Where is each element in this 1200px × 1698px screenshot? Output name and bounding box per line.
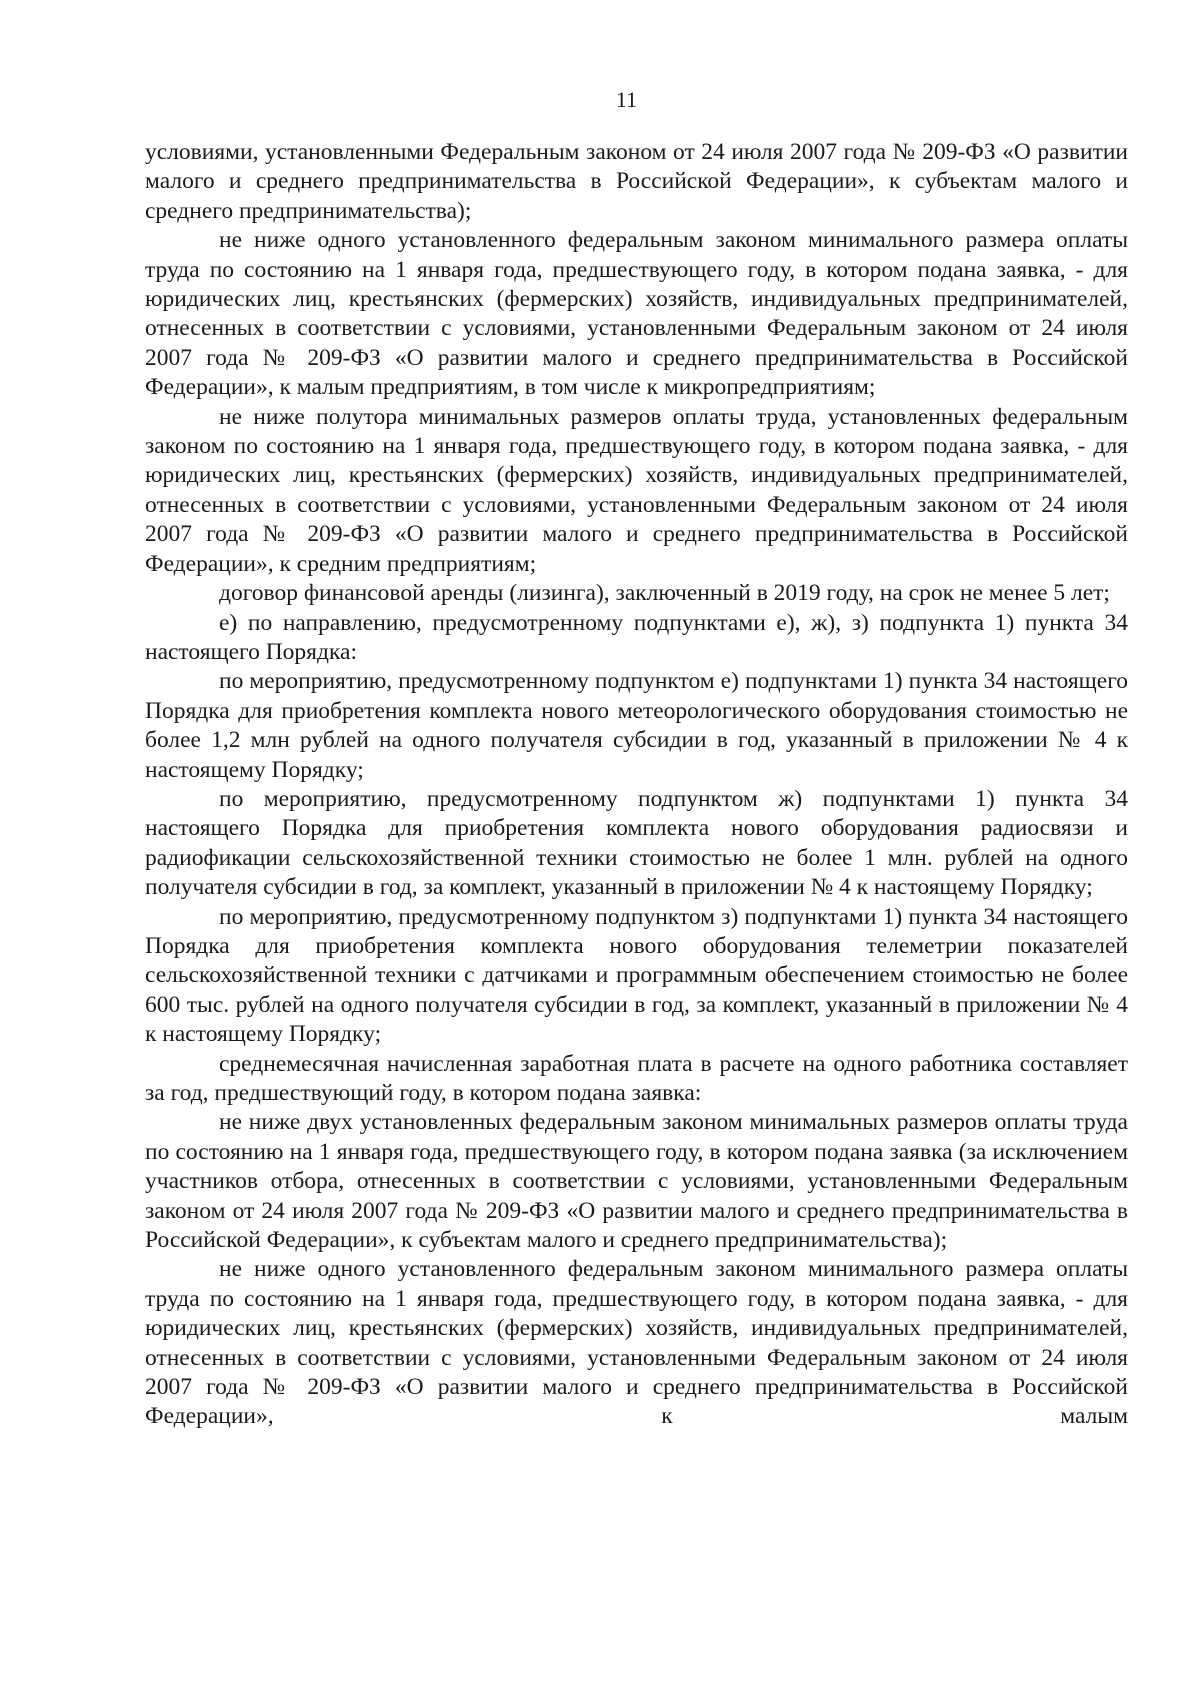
paragraph: не ниже полутора минимальных размеров оплаты труда, установленных федеральным законом по состоянию на 1 января года, предшествующего году, в котором подана заявка, - для юридических лиц, крестьянских (фермерских) хозяйств, индивидуальных предпринимателей, отнесенных в соответствии с условиями, установленными Федеральным законом от 24 июля 2007 года № 209-ФЗ «О развитии малого и среднего предпринимательства в Российской Федерации», к средним предприятиям; [145,403,1128,577]
paragraph: условиями, установленными Федеральным законом от 24 июля 2007 года № 209-ФЗ «О развитии малого и среднего предпринимательства в Российской Федерации», к субъектам малого и среднего предпринимательства); [145,139,1128,224]
paragraph: не ниже двух установленных федеральным законом минимальных размеров оплаты труда по состоянию на 1 января года, предшествующего году, в котором подана заявка (за исключением участников отбора, отнесенных в соответствии с условиями, установленными Федеральным законом от 24 июля 2007 года № 209-ФЗ «О развитии малого и среднего предпринимательства в Российской Федерации», к субъектам малого и среднего предпринимательства); [145,1109,1128,1254]
paragraph: по мероприятию, предусмотренному подпунктом ж) подпунктами 1) пункта 34 настоящего Порядка для приобретения комплекта нового оборудования радиосвязи и радиофикации сельскохозяйственной техники стоимостью не более 1 млн. рублей на одного получателя субсидии в год, за комплект, указанный в приложении № 4 к настоящему Порядку; [145,785,1128,901]
paragraph: е) по направлению, предусмотренному подпунктами е), ж), з) подпункта 1) пункта 34 настоящего Порядка: [145,609,1128,665]
page-number: 11 [615,87,638,112]
paragraph: по мероприятию, предусмотренному подпунктом е) подпунктами 1) пункта 34 настоящего Порядка для приобретения комплекта нового метеорологического оборудования стоимостью не более 1,2 млн рублей на одного получателя субсидии в год, указанный в приложении № 4 к настоящему Порядку; [145,668,1128,783]
paragraph: договор финансовой аренды (лизинга), заключенный в 2019 году, на срок не менее 5 лет; [219,580,1110,607]
paragraph-continued: не ниже одного установленного федеральным законом минимального размера оплаты труда по состоянию на 1 января года, предшествующего году, в котором подана заявка, - для юридических лиц, крестьянских (фермерских) хозяйств, индивидуальных предпринимателей, отнесенных в соответствии с условиями, установленными Федеральным законом от 24 июля 2007 года № 209-ФЗ «О развитии малого и среднего предпринимательства в Российской Федерации», к малым [145,1256,1128,1430]
paragraph: среднемесячная начисленная заработная плата в расчете на одного работника составляет за год, предшествующий году, в котором подана заявка: [145,1050,1128,1106]
paragraph: не ниже одного установленного федеральным законом минимального размера оплаты труда по состоянию на 1 января года, предшествующего году, в котором подана заявка, - для юридических лиц, крестьянских (фермерских) хозяйств, индивидуальных предпринимателей, отнесенных в соответствии с условиями, установленными Федеральным законом от 24 июля 2007 года № 209-ФЗ «О развитии малого и среднего предпринимательства в Российской Федерации», к малым предприятиям, в том числе к микропредприятиям; [145,227,1128,401]
paragraph: по мероприятию, предусмотренному подпунктом з) подпунктами 1) пункта 34 настоящего Порядка для приобретения комплекта нового оборудования телеметрии показателей сельскохозяйственной техники с датчиками и программным обеспечением стоимостью не более 600 тыс. рублей на одного получателя субсидии в год, за комплект, указанный в приложении № 4 к настоящему Порядку; [145,903,1128,1048]
body-text [145,138,1128,1432]
